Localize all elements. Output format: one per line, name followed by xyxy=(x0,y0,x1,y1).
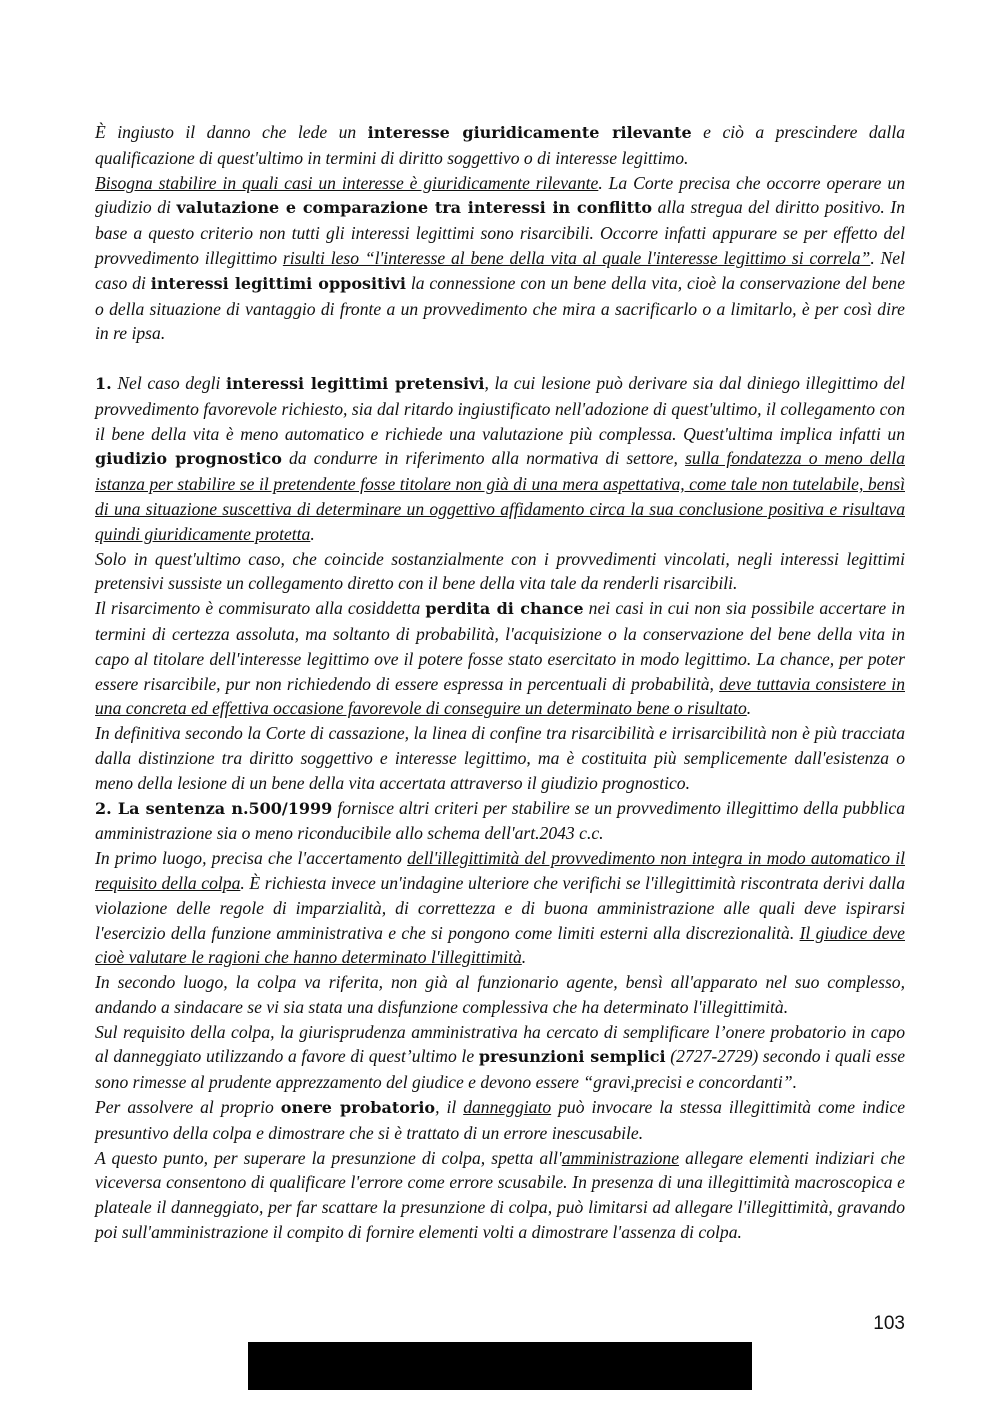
paragraph-perdita-chance: Il risarcimento è commisurato alla cosiddetta perdita di chance nei casi in cui non sia possibile accertare in termini di certezza assoluta, ma soltanto di probabilità, l'acquisizione o la conservazione del bene della vita in capo al titolare dell'interesse legittimo ove il potere fosse stato esercitato in modo legittimo. La chance, per poter essere risarcibile, pur non richiedendo di essere espressa in percentuali di probabilità, deve tuttavia consistere in una concreta ed effettiva occasione favorevole di conseguire un determinato bene o risultato. xyxy=(95,598,905,719)
document-body xyxy=(95,120,905,1245)
paragraph-interessi-pretensivi: 1. Nel caso degli interessi legittimi pretensivi, la cui lesione può derivare sia dal diniego illegittimo del provvedimento favorevole richiesto, sia dal ritardo ingiustificato nell'adozione di quest'ultimo, il collegamento con il bene della vita è meno automatico e richiede una valutazione più complessa. Quest'ultima implica infatti un giudizio prognostico da condurre in riferimento alla normativa di settore, sulla fondatezza o meno della istanza per stabilire se il pretendente fosse titolare non già di una mera aspettativa, come tale non tutelabile, bensì di una situazione suscettiva di determinare un oggettivo affidamento circa la sua conclusione positiva e risultava quindi giuridicamente protetta. xyxy=(95,372,905,544)
paragraph-primo-luogo: In primo luogo, precisa che l'accertamento dell'illegittimità del provvedimento non integra in modo automatico il requisito della colpa. È richiesta invece un'indagine ulteriore che verifichi se l'illegittimità riscontrata derivi dalla violazione delle regole di imparzialità, di correttezza e di buona amministrazione alle quali deve ispirarsi l'esercizio della funzione amministrativa e che si pongono come limiti esterni alla discrezionalità. Il giudice deve cioè valutare le ragioni che hanno determinato l'illegittimità. xyxy=(95,848,905,968)
paragraph-secondo-luogo: In secondo luogo, la colpa va riferita, non già al funzionario agente, bensì all'apparato nel suo complesso, andando a sindacare se vi sia stata una disfunzione complessiva che ha determinato l'illegittimità. xyxy=(95,972,905,1017)
paragraph-onere-probatorio: Per assolvere al proprio onere probatorio, il danneggiato può invocare la stessa illegittimità come indice presuntivo della colpa e dimostrare che si è trattato di un errore inescusabile. xyxy=(95,1097,906,1143)
page-number: 103 xyxy=(873,1313,905,1334)
redaction-bar xyxy=(248,1342,752,1390)
paragraph-requisito-colpa: Sul requisito della colpa, la giurisprudenza amministrativa ha cercato di semplificare l’onere probatorio in capo al danneggiato utilizzando a favore di quest’ultimo le presunzioni semplici (2727-2729) secondo i quali esse sono rimesse al prudente apprezzamento del giudice e devono essere “gravi,precisi e concordanti”. xyxy=(95,1021,906,1093)
paragraph-presunzione-colpa: A questo punto, per superare la presunzione di colpa, spetta all'amministrazione allegare elementi indiziari che viceversa consentono di qualificare l'errore come errore scusabile. In presenza di una illegittimità macroscopica e plateale il danneggiato, per far scattare la presunzione di colpa, può limitarsi ad allegare l'illegittimità, gravando poi sull'amministrazione il compito di fornire elementi volti a dimostrare l'assenza di colpa. xyxy=(95,1147,906,1243)
paragraph-provvedimenti-vincolati: Solo in quest'ultimo caso, che coincide sostanzialmente con i provvedimenti vincolati, negli interessi legittimi pretensivi sussiste un collegamento diretto con il bene della vita tale da renderli risarcibili. xyxy=(95,548,905,594)
paragraph-spacer xyxy=(95,346,905,371)
paragraph-sentenza-500: 2. La sentenza n.500/1999 fornisce altri criteri per stabilire se un provvedimento illegittimo della pubblica amministrazione sia o meno riconducibile allo schema dell'art.2043 c.c. xyxy=(95,797,906,844)
paragraph-ingiusto-danno: È ingiusto il danno che lede un interesse giuridicamente rilevante e ciò a prescindere dalla qualificazione di quest'ultimo in termini di diritto soggettivo o di interesse legittimo. xyxy=(95,122,905,168)
paragraph-in-definitiva: In definitiva secondo la Corte di cassazione, la linea di confine tra risarcibilità e irrisarcibilità non è più tracciata dalla distinzione tra diritto soggettivo e interesse legittimo, ma è costituita più semplicemente dall'esistenza o meno della lesione di un bene della vita accertata attraverso il giudizio prognostico. xyxy=(95,723,905,793)
paragraph-interesse-rilevante: Bisogna stabilire in quali casi un interesse è giuridicamente rilevante. La Corte precisa che occorre operare un giudizio di valutazione e comparazione tra interessi in conflitto alla stregua del diritto positivo. In base a questo criterio non tutti gli interessi legittimi sono risarcibili. Occorre infatti appurare se per effetto del provvedimento illegittimo risulti leso “l'interesse al bene della vita al quale l'interesse legittimo si correla”. Nel caso di interessi legittimi oppositivi la connessione con un bene della vita, cioè la conservazione del bene o della situazione di vantaggio di fronte a un provvedimento che mira a sacrificarlo o a limitarlo, è per così dire in re ipsa. xyxy=(95,172,906,344)
